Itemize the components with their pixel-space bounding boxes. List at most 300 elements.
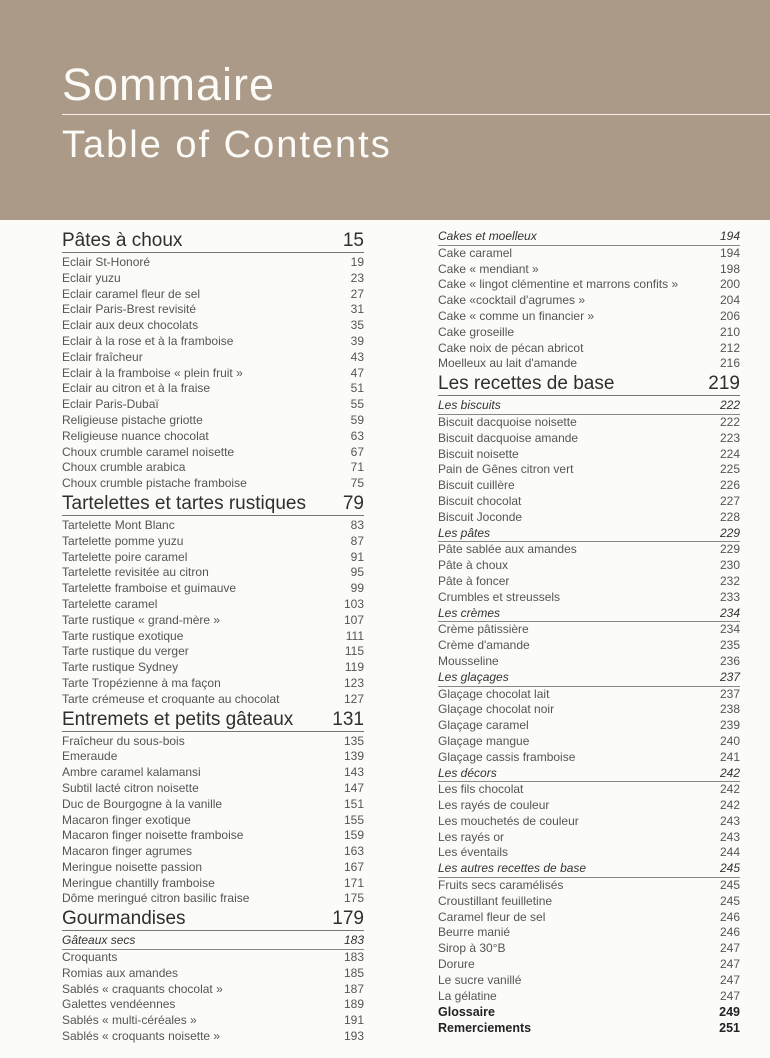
toc-page-number: 223 (719, 430, 740, 445)
header-band (0, 0, 770, 220)
toc-label: Crème pâtissière (438, 622, 529, 637)
toc-page-number: 107 (343, 612, 364, 627)
toc-entry[interactable] (62, 413, 364, 429)
toc-page-number: 246 (719, 909, 740, 924)
toc-label: Religieuse pistache griotte (62, 412, 203, 427)
toc-label: Cakes et moelleux (438, 229, 537, 243)
toc-page-number: 200 (719, 277, 740, 292)
toc-page-number: 206 (719, 308, 740, 323)
toc-subsection[interactable] (438, 229, 740, 246)
toc-subsection[interactable] (62, 933, 364, 950)
toc-entry[interactable] (438, 878, 740, 894)
toc-page-number: 242 (719, 798, 740, 813)
toc-label: Pâtes à choux (62, 230, 183, 251)
toc-subsection[interactable] (438, 526, 740, 543)
toc-section[interactable] (62, 709, 364, 732)
toc-label: Eclair Paris-Brest revisité (62, 302, 197, 317)
toc-label: Macaron finger noisette framboise (62, 828, 244, 843)
toc-label: Croustillant feuilletine (438, 893, 553, 908)
toc-page-number: 243 (719, 829, 740, 844)
toc-page-number: 234 (719, 622, 740, 637)
toc-entry[interactable] (438, 590, 740, 606)
toc-label: Tartelette poire caramel (62, 549, 188, 564)
toc-label: Le sucre vanillé (438, 972, 522, 987)
toc-entry[interactable] (438, 262, 740, 278)
toc-page-number: 222 (719, 398, 740, 413)
toc-page-number: 224 (719, 446, 740, 461)
toc-entry[interactable] (62, 813, 364, 829)
toc-page-number: 143 (343, 765, 364, 780)
toc-label: Eclair à la rose et à la framboise (62, 333, 234, 348)
toc-page-number: 247 (719, 957, 740, 972)
toc-page-number: 67 (350, 444, 364, 459)
toc-page-number: 159 (343, 828, 364, 843)
toc-entry[interactable] (62, 518, 364, 534)
toc-page-number: 212 (719, 340, 740, 355)
toc-entry[interactable] (438, 702, 740, 718)
toc-column-right (438, 229, 740, 1036)
toc-entry[interactable] (62, 366, 364, 382)
toc-page-number: 39 (350, 333, 364, 348)
toc-entry[interactable] (62, 966, 364, 982)
toc-label: Tarte rustique Sydney (62, 660, 179, 675)
toc-entry[interactable] (62, 997, 364, 1013)
toc-entry[interactable] (62, 534, 364, 550)
toc-page-number: 175 (343, 891, 364, 906)
toc-page-number: 189 (343, 997, 364, 1012)
toc-entry[interactable] (62, 476, 364, 492)
toc-page-number: 225 (719, 462, 740, 477)
toc-label: Macaron finger agrumes (62, 844, 193, 859)
toc-entry[interactable] (438, 494, 740, 510)
toc-page-number: 243 (719, 813, 740, 828)
toc-label: Les crèmes (438, 605, 501, 620)
toc-entry[interactable] (62, 287, 364, 303)
toc-entry[interactable] (438, 574, 740, 590)
toc-page-number: 147 (343, 780, 364, 795)
toc-label: Eclair au citron et à la fraise (62, 381, 211, 396)
toc-page-number: 251 (719, 1021, 740, 1036)
toc-page-number: 87 (350, 533, 364, 548)
toc-page-number: 63 (350, 428, 364, 443)
toc-page-number: 79 (342, 492, 364, 514)
toc-entry[interactable] (62, 550, 364, 566)
toc-label: Sirop à 30°B (438, 941, 506, 956)
toc-label: Les éventails (438, 845, 509, 860)
toc-label: Eclair St-Honoré (62, 255, 151, 269)
toc-entry[interactable] (438, 734, 740, 750)
toc-subsection[interactable] (438, 766, 740, 783)
toc-page-number: 219 (708, 373, 740, 395)
toc-entry[interactable] (62, 581, 364, 597)
toc-label: Tarte Tropézienne à ma façon (62, 675, 221, 690)
toc-entry[interactable] (438, 356, 740, 372)
toc-label: Cake « mendiant » (438, 261, 539, 276)
toc-entry[interactable] (62, 613, 364, 629)
toc-entry[interactable] (438, 894, 740, 910)
toc-entry[interactable] (62, 350, 364, 366)
toc-page-number: 247 (719, 972, 740, 987)
toc-label: Dôme meringué citron basilic fraise (62, 891, 250, 906)
toc-entry[interactable] (438, 973, 740, 989)
toc-entry[interactable] (438, 798, 740, 814)
toc-entry[interactable] (62, 445, 364, 461)
toc-label: Meringue chantilly framboise (62, 875, 215, 890)
toc-label: Crumbles et streussels (438, 589, 561, 604)
toc-label: Sablés « craquants chocolat » (62, 981, 223, 996)
toc-entry[interactable] (438, 687, 740, 703)
toc-page-number: 198 (719, 261, 740, 276)
toc-label: Biscuit Joconde (438, 509, 523, 524)
toc-entry[interactable] (62, 734, 364, 750)
toc-page-number: 71 (350, 460, 364, 475)
toc-entry[interactable] (62, 334, 364, 350)
toc-label: La gélatine (438, 988, 497, 1003)
toc-entry[interactable] (438, 638, 740, 654)
toc-label: Ambre caramel kalamansi (62, 765, 201, 780)
toc-page-number: 236 (719, 653, 740, 668)
toc-entry[interactable] (62, 302, 364, 318)
toc-label: Tarte crémeuse et croquante au chocolat (62, 691, 280, 706)
toc-entry[interactable] (62, 629, 364, 645)
toc-label: Moelleux au lait d'amande (438, 356, 578, 371)
toc-section[interactable] (62, 230, 364, 253)
toc-entry[interactable] (438, 415, 740, 431)
toc-entry[interactable] (438, 309, 740, 325)
toc-entry[interactable] (438, 542, 740, 558)
toc-page-number: 227 (719, 493, 740, 508)
toc-page-number: 194 (719, 245, 740, 260)
toc-entry[interactable] (62, 660, 364, 676)
toc-label: Religieuse nuance chocolat (62, 428, 209, 443)
toc-page-number: 127 (343, 691, 364, 706)
toc-label: Tartelette framboise et guimauve (62, 581, 237, 596)
toc-entry[interactable] (62, 565, 364, 581)
toc-page-number: 232 (719, 573, 740, 588)
toc-label: Cake « lingot clémentine et marrons confits » (438, 277, 679, 292)
toc-label: Emeraude (62, 749, 118, 764)
toc-page-number: 193 (343, 1029, 364, 1044)
toc-label: Choux crumble arabica (62, 460, 186, 475)
toc-label: Remerciements (438, 1021, 532, 1036)
toc-page-number: 115 (344, 644, 364, 659)
toc-page-number: 245 (719, 861, 740, 876)
toc-page-number: 183 (343, 933, 364, 948)
toc-entry[interactable] (62, 950, 364, 966)
toc-page-number: 247 (719, 941, 740, 956)
toc-page-number: 237 (719, 686, 740, 701)
toc-label: Cake groseille (438, 324, 515, 339)
toc-entry[interactable] (62, 644, 364, 660)
toc-label: Entremets et petits gâteaux (62, 708, 294, 730)
toc-entry[interactable] (438, 293, 740, 309)
toc-label: Duc de Bourgogne à la vanille (62, 796, 223, 811)
toc-entry[interactable] (62, 828, 364, 844)
toc-page-number: 31 (350, 302, 364, 317)
toc-entry[interactable] (438, 462, 740, 478)
toc-label: Les autres recettes de base (438, 861, 587, 876)
toc-label: Tartelettes et tartes rustiques (62, 492, 306, 514)
toc-page-number: 183 (343, 950, 364, 965)
toc-subsection[interactable] (438, 861, 740, 878)
toc-page-number: 249 (719, 1005, 740, 1020)
toc-page-number: 245 (719, 878, 740, 893)
toc-entry[interactable] (438, 431, 740, 447)
toc-label: Gâteaux secs (62, 933, 136, 948)
toc-page-number: 237 (719, 669, 740, 684)
toc-page-number: 246 (719, 925, 740, 940)
page-title: Sommaire (62, 59, 276, 110)
toc-subsection[interactable] (438, 398, 740, 415)
toc-label: Eclair fraîcheur (62, 349, 143, 364)
toc-entry[interactable] (438, 341, 740, 357)
toc-label: Pain de Gênes citron vert (438, 462, 574, 477)
toc-page-number: 210 (719, 324, 740, 339)
toc-label: Biscuit cuillère (438, 478, 515, 493)
toc-label: Fraîcheur du sous-bois (62, 733, 185, 748)
toc-label: Gourmandises (62, 908, 186, 930)
toc-entry[interactable] (438, 510, 740, 526)
toc-label: Tartelette Mont Blanc (62, 517, 175, 532)
toc-main-entry[interactable] (438, 1004, 740, 1020)
toc-label: Eclair caramel fleur de sel (62, 286, 201, 301)
toc-page-number: 245 (719, 893, 740, 908)
toc-label: Fruits secs caramélisés (438, 878, 564, 893)
toc-page-number: 242 (719, 765, 740, 780)
toc-entry[interactable] (62, 844, 364, 860)
toc-label: Dorure (438, 957, 475, 972)
toc-label: Choux crumble caramel noisette (62, 444, 235, 459)
toc-entry[interactable] (438, 750, 740, 766)
toc-subsection[interactable] (438, 670, 740, 687)
toc-entry[interactable] (62, 271, 364, 287)
toc-page-number: 204 (719, 293, 740, 308)
toc-page-number: 185 (343, 965, 364, 980)
toc-entry[interactable] (62, 797, 364, 813)
toc-label: Les rayés or (438, 829, 505, 844)
toc-subsection[interactable] (438, 606, 740, 623)
toc-entry[interactable] (62, 381, 364, 397)
toc-entry[interactable] (62, 876, 364, 892)
toc-entry[interactable] (438, 246, 740, 262)
toc-entry[interactable] (438, 782, 740, 798)
toc-main-entry[interactable] (438, 1020, 740, 1036)
toc-page-number: 23 (350, 270, 364, 285)
toc-page-number: 95 (350, 565, 364, 580)
toc-label: Meringue noisette passion (62, 859, 203, 874)
toc-label: Tartelette pomme yuzu (62, 533, 184, 548)
toc-entry[interactable] (62, 1013, 364, 1029)
toc-entry[interactable] (62, 460, 364, 476)
toc-page-number: 187 (343, 981, 364, 996)
toc-entry[interactable] (62, 397, 364, 413)
toc-label: Glaçage chocolat noir (438, 702, 555, 717)
toc-page-number: 235 (719, 638, 740, 653)
toc-label: Les recettes de base (438, 373, 615, 395)
toc-page-number: 191 (343, 1013, 364, 1028)
toc-entry[interactable] (62, 597, 364, 613)
toc-label: Macaron finger exotique (62, 812, 191, 827)
toc-page-number: 247 (719, 988, 740, 1003)
toc-label: Pâte sablée aux amandes (438, 542, 577, 557)
toc-label: Pâte à foncer (438, 573, 510, 588)
toc-entry[interactable] (62, 891, 364, 907)
toc-label: Romias aux amandes (62, 965, 179, 980)
toc-page-number: 194 (719, 229, 740, 243)
toc-page-number: 111 (345, 628, 364, 643)
toc-label: Les fils chocolat (438, 782, 524, 797)
toc-label: Les mouchetés de couleur (438, 813, 579, 828)
toc-page-number: 228 (719, 509, 740, 524)
toc-entry[interactable] (62, 1029, 364, 1045)
toc-entry[interactable] (438, 622, 740, 638)
toc-page-number: 15 (342, 230, 364, 251)
toc-label: Glaçage chocolat lait (438, 686, 550, 701)
toc-entry[interactable] (438, 447, 740, 463)
toc-label: Cake «cocktail d'agrumes » (438, 293, 586, 308)
toc-entry[interactable] (62, 255, 364, 271)
toc-page-number: 139 (343, 749, 364, 764)
toc-page-number: 230 (719, 558, 740, 573)
toc-label: Glossaire (438, 1005, 495, 1020)
toc-page-number: 99 (350, 581, 364, 596)
toc-entry[interactable] (438, 941, 740, 957)
toc-label: Les pâtes (438, 525, 491, 540)
toc-label: Glaçage mangue (438, 733, 530, 748)
toc-entry[interactable] (438, 910, 740, 926)
toc-page-number: 163 (343, 844, 364, 859)
toc-page-number: 222 (719, 414, 740, 429)
toc-entry[interactable] (438, 325, 740, 341)
toc-page-number: 119 (344, 660, 364, 675)
toc-page-number: 241 (719, 749, 740, 764)
toc-entry[interactable] (62, 429, 364, 445)
toc-label: Pâte à choux (438, 558, 509, 573)
toc-label: Croquants (62, 950, 118, 965)
toc-page-number: 171 (343, 875, 364, 890)
toc-page-number: 179 (332, 908, 364, 930)
toc-page-number: 167 (343, 859, 364, 874)
toc-entry[interactable] (62, 318, 364, 334)
toc-label: Caramel fleur de sel (438, 909, 546, 924)
toc-page-number: 229 (719, 525, 740, 540)
toc-entry[interactable] (62, 749, 364, 765)
page-subtitle: Table of Contents (62, 124, 392, 166)
toc-page-number: 240 (719, 733, 740, 748)
toc-page-number: 123 (343, 675, 364, 690)
toc-label: Eclair Paris-Dubaï (62, 397, 159, 412)
toc-entry[interactable] (62, 765, 364, 781)
toc-entry[interactable] (62, 692, 364, 708)
toc-label: Tarte rustique du verger (62, 644, 189, 659)
toc-entry[interactable] (62, 676, 364, 692)
toc-page-number: 229 (719, 542, 740, 557)
toc-label: Les rayés de couleur (438, 798, 550, 813)
toc-section[interactable] (62, 493, 364, 516)
toc-label: Subtil lacté citron noisette (62, 780, 199, 795)
toc-page-number: 35 (350, 318, 364, 333)
toc-page-number: 239 (719, 718, 740, 733)
toc-entry[interactable] (438, 957, 740, 973)
toc-label: Les biscuits (438, 398, 501, 413)
toc-entry[interactable] (62, 781, 364, 797)
toc-label: Glaçage caramel (438, 718, 529, 733)
toc-label: Galettes vendéennes (62, 997, 176, 1012)
toc-label: Tarte rustique « grand-mère » (62, 612, 221, 627)
toc-label: Biscuit chocolat (438, 493, 522, 508)
toc-label: Biscuit dacquoise amande (438, 430, 579, 445)
toc-entry[interactable] (438, 558, 740, 574)
toc-page-number: 27 (350, 286, 364, 301)
toc-section[interactable] (438, 373, 740, 396)
toc-column-left (62, 229, 364, 1045)
toc-entry[interactable] (62, 982, 364, 998)
toc-entry[interactable] (438, 830, 740, 846)
toc-entry[interactable] (438, 845, 740, 861)
toc-entry[interactable] (438, 925, 740, 941)
toc-label: Les décors (438, 765, 497, 780)
toc-page-number: 233 (719, 589, 740, 604)
toc-page-number: 55 (350, 397, 364, 412)
toc-label: Biscuit noisette (438, 446, 519, 461)
toc-page-number: 131 (332, 708, 364, 730)
toc-page-number: 234 (719, 605, 740, 620)
toc-page-number: 19 (350, 255, 364, 269)
toc-page-number: 83 (350, 517, 364, 532)
toc-page-number: 226 (719, 478, 740, 493)
toc-label: Sablés « croquants noisette » (62, 1029, 221, 1044)
toc-label: Eclair aux deux chocolats (62, 318, 199, 333)
toc-section[interactable] (62, 908, 364, 931)
toc-label: Sablés « multi-céréales » (62, 1013, 197, 1028)
toc-page-number: 155 (343, 812, 364, 827)
toc-page-number: 59 (350, 412, 364, 427)
toc-entry[interactable] (438, 654, 740, 670)
toc-page-number: 242 (719, 782, 740, 797)
toc-label: Cake caramel (438, 245, 513, 260)
toc-label: Tartelette revisitée au citron (62, 565, 209, 580)
toc-page-number: 151 (343, 796, 364, 811)
toc-page-number: 103 (343, 596, 364, 611)
toc-page-number: 43 (350, 349, 364, 364)
title-divider (62, 114, 770, 115)
toc-page-number: 47 (350, 365, 364, 380)
toc-page-number: 91 (350, 549, 364, 564)
toc-page-number: 75 (350, 476, 364, 491)
toc-entry[interactable] (438, 277, 740, 293)
toc-label: Tartelette caramel (62, 596, 158, 611)
toc-label: Glaçage cassis framboise (438, 749, 576, 764)
toc-label: Biscuit dacquoise noisette (438, 414, 577, 429)
toc-entry[interactable] (438, 718, 740, 734)
toc-label: Crème d'amande (438, 638, 530, 653)
toc-label: Mousseline (438, 653, 499, 668)
toc-label: Cake « comme un financier » (438, 308, 595, 323)
toc-label: Beurre manié (438, 925, 511, 940)
toc-label: Tarte rustique exotique (62, 628, 184, 643)
toc-page-number: 135 (343, 733, 364, 748)
toc-entry[interactable] (438, 989, 740, 1005)
toc-label: Les glaçages (438, 669, 509, 684)
toc-label: Choux crumble pistache framboise (62, 476, 247, 491)
toc-entry[interactable] (438, 814, 740, 830)
toc-label: Eclair yuzu (62, 270, 121, 285)
toc-label: Eclair à la framboise « plein fruit » (62, 365, 243, 380)
toc-entry[interactable] (62, 860, 364, 876)
toc-page-number: 51 (350, 381, 364, 396)
toc-page-number: 238 (719, 702, 740, 717)
toc-entry[interactable] (438, 478, 740, 494)
